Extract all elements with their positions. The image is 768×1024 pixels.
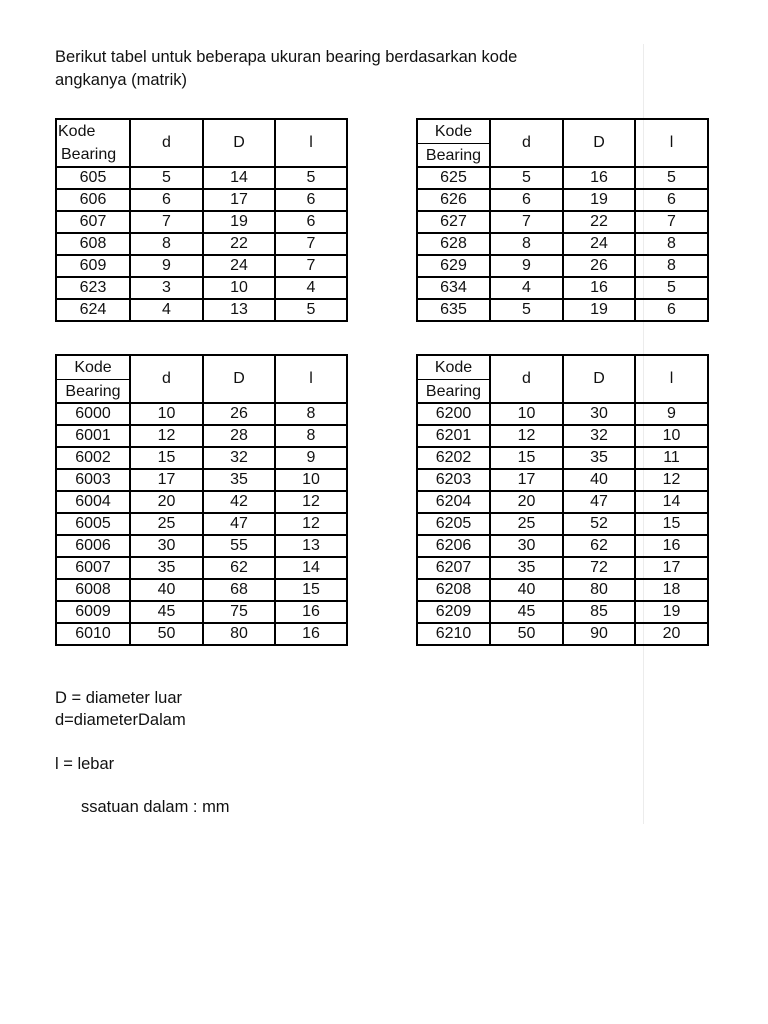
- cell-outer-diameter: 35: [203, 469, 275, 491]
- header-kode: Kode: [434, 123, 473, 140]
- table-row: [56, 469, 347, 491]
- cell-inner-diameter: 10: [490, 403, 563, 425]
- cell-width: 16: [275, 623, 347, 645]
- table-row: [417, 447, 708, 469]
- cell-inner-diameter: 6: [490, 189, 563, 211]
- cell-inner-diameter: 30: [490, 535, 563, 557]
- cell-outer-diameter: 26: [203, 403, 275, 425]
- cell-inner-diameter: 20: [490, 491, 563, 513]
- cell-width: 16: [275, 601, 347, 623]
- cell-inner-diameter: 4: [130, 299, 203, 321]
- cell-width: 12: [275, 513, 347, 535]
- cell-width: 10: [635, 425, 708, 447]
- cell-bearing-code: 609: [56, 255, 130, 277]
- header-code-bearing: [56, 119, 130, 167]
- cell-width: 17: [635, 557, 708, 579]
- header-inner-diameter: d: [490, 119, 563, 167]
- table-row: [56, 535, 347, 557]
- cell-outer-diameter: 40: [563, 469, 635, 491]
- cell-outer-diameter: 55: [203, 535, 275, 557]
- cell-width: 14: [275, 557, 347, 579]
- table-row: [417, 579, 708, 601]
- cell-outer-diameter: 32: [203, 447, 275, 469]
- table-row: [56, 425, 347, 447]
- cell-outer-diameter: 47: [563, 491, 635, 513]
- table-row: [56, 403, 347, 425]
- cell-bearing-code: 6010: [56, 623, 130, 645]
- cell-inner-diameter: 45: [130, 601, 203, 623]
- cell-outer-diameter: 75: [203, 601, 275, 623]
- cell-inner-diameter: 12: [490, 425, 563, 447]
- cell-outer-diameter: 19: [563, 299, 635, 321]
- cell-bearing-code: 634: [417, 277, 490, 299]
- cell-width: 15: [275, 579, 347, 601]
- cell-inner-diameter: 25: [490, 513, 563, 535]
- cell-width: 15: [635, 513, 708, 535]
- cell-outer-diameter: 42: [203, 491, 275, 513]
- cell-outer-diameter: 62: [203, 557, 275, 579]
- cell-bearing-code: 629: [417, 255, 490, 277]
- table-row: [417, 535, 708, 557]
- cell-outer-diameter: 85: [563, 601, 635, 623]
- cell-inner-diameter: 9: [130, 255, 203, 277]
- cell-inner-diameter: 4: [490, 277, 563, 299]
- cell-outer-diameter: 62: [563, 535, 635, 557]
- cell-outer-diameter: 52: [563, 513, 635, 535]
- table-row: [417, 233, 708, 255]
- cell-outer-diameter: 22: [563, 211, 635, 233]
- cell-bearing-code: 608: [56, 233, 130, 255]
- cell-width: 11: [635, 447, 708, 469]
- cell-width: 7: [635, 211, 708, 233]
- cell-inner-diameter: 50: [490, 623, 563, 645]
- cell-inner-diameter: 9: [490, 255, 563, 277]
- table-row: [56, 491, 347, 513]
- cell-bearing-code: 6000: [56, 403, 130, 425]
- cell-width: 5: [635, 277, 708, 299]
- table-header-row: [56, 119, 347, 167]
- header-bearing: Bearing: [418, 379, 489, 403]
- cell-bearing-code: 6210: [417, 623, 490, 645]
- note-outer-diameter: D = diameter luar: [55, 689, 183, 707]
- cell-width: 6: [635, 299, 708, 321]
- cell-inner-diameter: 25: [130, 513, 203, 535]
- table-row: [417, 255, 708, 277]
- cell-width: 8: [275, 425, 347, 447]
- table-row: [417, 491, 708, 513]
- header-width: l: [275, 355, 347, 403]
- cell-width: 8: [635, 233, 708, 255]
- header-outer-diameter: D: [203, 119, 275, 167]
- table-row: [56, 447, 347, 469]
- cell-inner-diameter: 50: [130, 623, 203, 645]
- cell-bearing-code: 625: [417, 167, 490, 189]
- cell-inner-diameter: 40: [490, 579, 563, 601]
- cell-bearing-code: 6205: [417, 513, 490, 535]
- cell-inner-diameter: 15: [490, 447, 563, 469]
- table-row: [56, 189, 347, 211]
- header-kode: Kode: [74, 359, 112, 376]
- cell-width: 8: [275, 403, 347, 425]
- cell-bearing-code: 6204: [417, 491, 490, 513]
- cell-bearing-code: 626: [417, 189, 490, 211]
- cell-outer-diameter: 14: [203, 167, 275, 189]
- intro-line-2: angkanya (matrik): [55, 71, 188, 89]
- header-inner-diameter: d: [130, 355, 203, 403]
- cell-width: 5: [275, 299, 347, 321]
- cell-inner-diameter: 3: [130, 277, 203, 299]
- table-row: [417, 469, 708, 491]
- cell-bearing-code: 623: [56, 277, 130, 299]
- cell-outer-diameter: 35: [563, 447, 635, 469]
- cell-bearing-code: 6201: [417, 425, 490, 447]
- cell-width: 13: [275, 535, 347, 557]
- header-width: l: [275, 119, 347, 167]
- bearing-table-620x: [416, 354, 709, 646]
- cell-inner-diameter: 17: [490, 469, 563, 491]
- table-header-row: [417, 119, 708, 167]
- header-inner-diameter: d: [130, 119, 203, 167]
- bearing-table-60x: [55, 118, 348, 322]
- cell-inner-diameter: 12: [130, 425, 203, 447]
- table-row: [417, 623, 708, 645]
- table-row: [417, 299, 708, 321]
- cell-outer-diameter: 19: [563, 189, 635, 211]
- cell-bearing-code: 6008: [56, 579, 130, 601]
- table-row: [417, 189, 708, 211]
- header-bearing: Bearing: [418, 143, 489, 167]
- cell-outer-diameter: 80: [203, 623, 275, 645]
- table-row: [417, 601, 708, 623]
- table-row: [56, 299, 347, 321]
- cell-inner-diameter: 5: [490, 299, 563, 321]
- table-row: [417, 277, 708, 299]
- bearing-table-62x-63x: [416, 118, 709, 322]
- cell-width: 4: [275, 277, 347, 299]
- cell-width: 10: [275, 469, 347, 491]
- cell-width: 7: [275, 233, 347, 255]
- cell-bearing-code: 6004: [56, 491, 130, 513]
- cell-bearing-code: 6200: [417, 403, 490, 425]
- header-kode: Kode: [434, 359, 473, 376]
- cell-outer-diameter: 68: [203, 579, 275, 601]
- table-row: [417, 403, 708, 425]
- table-row: [56, 167, 347, 189]
- table-row: [56, 255, 347, 277]
- cell-bearing-code: 6001: [56, 425, 130, 447]
- cell-outer-diameter: 47: [203, 513, 275, 535]
- cell-bearing-code: 6202: [417, 447, 490, 469]
- bearing-table-600x: [55, 354, 348, 646]
- note-inner-diameter: d=diameterDalam: [55, 711, 186, 729]
- cell-width: 9: [275, 447, 347, 469]
- cell-outer-diameter: 19: [203, 211, 275, 233]
- table-row: [417, 211, 708, 233]
- cell-inner-diameter: 35: [490, 557, 563, 579]
- cell-bearing-code: 627: [417, 211, 490, 233]
- cell-bearing-code: 6207: [417, 557, 490, 579]
- cell-bearing-code: 606: [56, 189, 130, 211]
- cell-bearing-code: 607: [56, 211, 130, 233]
- table-row: [56, 277, 347, 299]
- cell-outer-diameter: 24: [203, 255, 275, 277]
- cell-width: 5: [635, 167, 708, 189]
- cell-outer-diameter: 28: [203, 425, 275, 447]
- table-row: [56, 579, 347, 601]
- cell-bearing-code: 628: [417, 233, 490, 255]
- cell-outer-diameter: 16: [563, 167, 635, 189]
- cell-bearing-code: 6005: [56, 513, 130, 535]
- table-row: [56, 211, 347, 233]
- cell-width: 8: [635, 255, 708, 277]
- cell-outer-diameter: 72: [563, 557, 635, 579]
- table-header-row: [417, 355, 708, 403]
- cell-inner-diameter: 15: [130, 447, 203, 469]
- table-row: [417, 513, 708, 535]
- cell-width: 20: [635, 623, 708, 645]
- header-code-bearing: [417, 355, 490, 403]
- table-row: [417, 425, 708, 447]
- cell-width: 6: [275, 189, 347, 211]
- header-width: l: [635, 355, 708, 403]
- cell-width: 18: [635, 579, 708, 601]
- cell-inner-diameter: 7: [130, 211, 203, 233]
- cell-outer-diameter: 24: [563, 233, 635, 255]
- cell-bearing-code: 635: [417, 299, 490, 321]
- cell-outer-diameter: 30: [563, 403, 635, 425]
- cell-bearing-code: 6009: [56, 601, 130, 623]
- table-header-row: [56, 355, 347, 403]
- cell-inner-diameter: 5: [130, 167, 203, 189]
- intro-line-1: Berikut tabel untuk beberapa ukuran bearing berdasarkan kode: [55, 48, 518, 66]
- table-row: [417, 167, 708, 189]
- header-code-bearing: [417, 119, 490, 167]
- cell-inner-diameter: 20: [130, 491, 203, 513]
- header-width: l: [635, 119, 708, 167]
- header-bearing: Bearing: [57, 379, 129, 403]
- cell-outer-diameter: 10: [203, 277, 275, 299]
- cell-outer-diameter: 22: [203, 233, 275, 255]
- cell-outer-diameter: 80: [563, 579, 635, 601]
- note-unit: ssatuan dalam : mm: [81, 798, 230, 816]
- cell-width: 14: [635, 491, 708, 513]
- cell-outer-diameter: 16: [563, 277, 635, 299]
- header-outer-diameter: D: [563, 119, 635, 167]
- intro-paragraph: [55, 46, 615, 92]
- cell-bearing-code: 6002: [56, 447, 130, 469]
- table-row: [56, 233, 347, 255]
- header-bearing: Bearing: [61, 146, 117, 163]
- table-row: [56, 557, 347, 579]
- cell-inner-diameter: 8: [130, 233, 203, 255]
- cell-outer-diameter: 13: [203, 299, 275, 321]
- cell-inner-diameter: 6: [130, 189, 203, 211]
- header-code-bearing: [56, 355, 130, 403]
- cell-width: 6: [275, 211, 347, 233]
- table-row: [417, 557, 708, 579]
- cell-outer-diameter: 26: [563, 255, 635, 277]
- cell-bearing-code: 624: [56, 299, 130, 321]
- cell-bearing-code: 6209: [417, 601, 490, 623]
- cell-width: 6: [635, 189, 708, 211]
- cell-inner-diameter: 35: [130, 557, 203, 579]
- cell-bearing-code: 6203: [417, 469, 490, 491]
- cell-width: 7: [275, 255, 347, 277]
- cell-inner-diameter: 30: [130, 535, 203, 557]
- cell-bearing-code: 6006: [56, 535, 130, 557]
- table-row: [56, 513, 347, 535]
- header-inner-diameter: d: [490, 355, 563, 403]
- cell-inner-diameter: 5: [490, 167, 563, 189]
- table-row: [56, 601, 347, 623]
- table-row: [56, 623, 347, 645]
- cell-width: 9: [635, 403, 708, 425]
- cell-bearing-code: 6208: [417, 579, 490, 601]
- header-outer-diameter: D: [203, 355, 275, 403]
- cell-bearing-code: 6007: [56, 557, 130, 579]
- cell-inner-diameter: 10: [130, 403, 203, 425]
- note-width: l = lebar: [55, 755, 115, 773]
- cell-inner-diameter: 7: [490, 211, 563, 233]
- cell-width: 19: [635, 601, 708, 623]
- cell-outer-diameter: 32: [563, 425, 635, 447]
- cell-width: 16: [635, 535, 708, 557]
- header-outer-diameter: D: [563, 355, 635, 403]
- cell-outer-diameter: 90: [563, 623, 635, 645]
- cell-inner-diameter: 45: [490, 601, 563, 623]
- cell-inner-diameter: 8: [490, 233, 563, 255]
- cell-outer-diameter: 17: [203, 189, 275, 211]
- cell-bearing-code: 6003: [56, 469, 130, 491]
- cell-width: 5: [275, 167, 347, 189]
- cell-width: 12: [635, 469, 708, 491]
- header-kode: Kode: [58, 123, 96, 140]
- cell-bearing-code: 605: [56, 167, 130, 189]
- cell-width: 12: [275, 491, 347, 513]
- cell-inner-diameter: 17: [130, 469, 203, 491]
- cell-bearing-code: 6206: [417, 535, 490, 557]
- cell-inner-diameter: 40: [130, 579, 203, 601]
